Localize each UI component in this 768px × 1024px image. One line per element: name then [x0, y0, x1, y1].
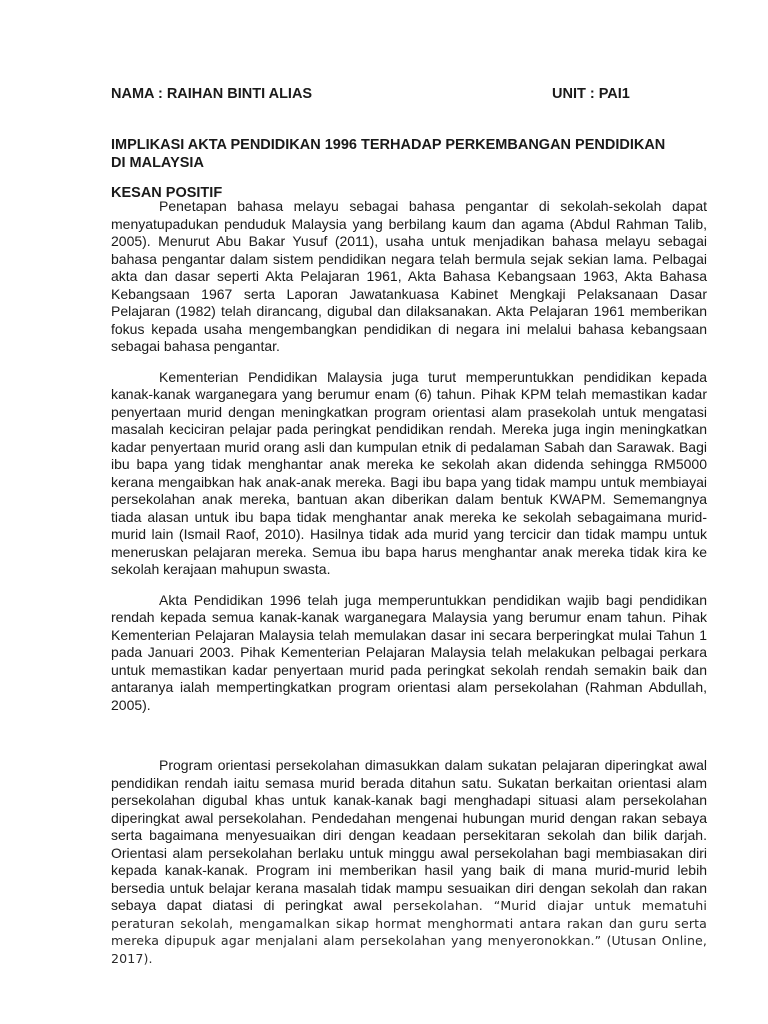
header-row: [111, 86, 671, 106]
paragraph-4: [111, 757, 707, 967]
paragraph-4-quote: persekolahan. “Murid diajar untuk mematuhi peraturan sekolah, mengamalkan sikap hormat menghormati antara rakan dan guru serta mereka dipupuk agar menjalani alam persekolahan yang menyeronokkan.” (Utusan Online, 2017).: [111, 898, 707, 966]
student-name: NAMA : RAIHAN BINTI ALIAS: [111, 86, 313, 102]
paragraph-1: Penetapan bahasa melayu sebagai bahasa pengantar di sekolah-sekolah dapat menyatupadukan penduduk Malaysia yang berbilang kaum dan agama (Abdul Rahman Talib, 2005). Menurut Abu Bakar Yusuf (2011), usaha untuk menjadikan bahasa melayu sebagai bahasa pengantar dalam sistem pendidikan negara telah bermula sejak sekian lama. Pelbagai akta dan dasar seperti Akta Pelajaran 1961, Akta Bahasa Kebangsaan 1963, Akta Bahasa Kebangsaan 1967 serta Laporan Jawatankuasa Kabinet Mengkaji Pelaksanaan Dasar Pelajaran (1982) telah dirancang, digubal dan dilaksanakan. Akta Pelajaran 1961 memberikan fokus kepada usaha mengembangkan pendidikan di negara ini melalui bahasa kebangsaan sebagai bahasa pengantar.: [111, 198, 707, 354]
student-unit: UNIT : PAI1: [552, 86, 630, 102]
paragraph-4-main: Program orientasi persekolahan dimasukkan dalam sukatan pelajaran diperingkat awal pendidikan rendah iaitu semasa murid berada ditahun satu. Sukatan berkaitan orientasi alam persekolahan digubal khas untuk kanak-kanak bagi menghadapi situasi alam persekolahan diperingkat awal persekolahan. Pendedahan mengenai hubungan murid dengan rakan sebaya serta bagaimana menyesuaikan diri dengan keadaan persekitaran sekolah dan bilik darjah. Orientasi alam persekolahan berlaku untuk minggu awal persekolahan bagi membiasakan diri kepada kanak-kanak. Program ini memberikan hasil yang baik di mana murid-murid lebih bersedia untuk belajar kerana masalah tidak mampu sesuaikan diri dengan sekolah dan rakan sebaya dapat diatasi di peringkat awal: [111, 757, 707, 913]
section-heading: KESAN POSITIF: [111, 185, 223, 201]
document-body: [111, 198, 707, 967]
paragraph-3: Akta Pendidikan 1996 telah juga memperuntukkan pendidikan wajib bagi pendidikan rendah kepada semua kanak-kanak warganegara Malaysia yang berumur enam tahun. Pihak Kementerian Pelajaran Malaysia telah memulakan dasar ini secara berperingkat mulai Tahun 1 pada Januari 2003. Pihak Kementerian Pelajaran Malaysia telah melakukan pelbagai perkara untuk memastikan kadar penyertaan murid pada peringkat sekolah rendah semakin baik dan antaranya ialah mempertingkatkan program orientasi alam persekolahan (Rahman Abdullah, 2005).: [111, 591, 707, 713]
paragraph-2: Kementerian Pendidikan Malaysia juga turut memperuntukkan pendidikan kepada kanak-kanak warganegara yang berumur enam (6) tahun. Pihak KPM telah memastikan kadar penyertaan murid dengan meningkatkan program orientasi alam prasekolah untuk mengatasi masalah keciciran pelajar pada peringkat pendidikan rendah. Mereka juga ingin meningkatkan kadar penyertaan murid orang asli dan kumpulan etnik di pedalaman Sabah dan Sarawak. Bagi ibu bapa yang tidak menghantar anak mereka ke sekolah akan didenda sehingga RM5000 kerana mengaibkan hak anak-anak mereka. Bagi ibu bapa yang tidak mampu untuk membiayai persekolahan anak mereka, bantuan akan diberikan dalam bentuk KWAPM. Sememangnya tiada alasan untuk ibu bapa tidak menghantar anak mereka ke sekolah sebagaimana murid-murid lain (Ismail Raof, 2010). Hasilnya tidak ada murid yang tercicir dan tidak mampu untuk meneruskan pelajaran mereka. Semua ibu bapa harus menghantar anak mereka tidak kira ke sekolah kerajaan mahupun swasta.: [111, 368, 707, 577]
document-title: IMPLIKASI AKTA PENDIDIKAN 1996 TERHADAP PERKEMBANGAN PENDIDIKAN DI MALAYSIA: [111, 137, 666, 171]
